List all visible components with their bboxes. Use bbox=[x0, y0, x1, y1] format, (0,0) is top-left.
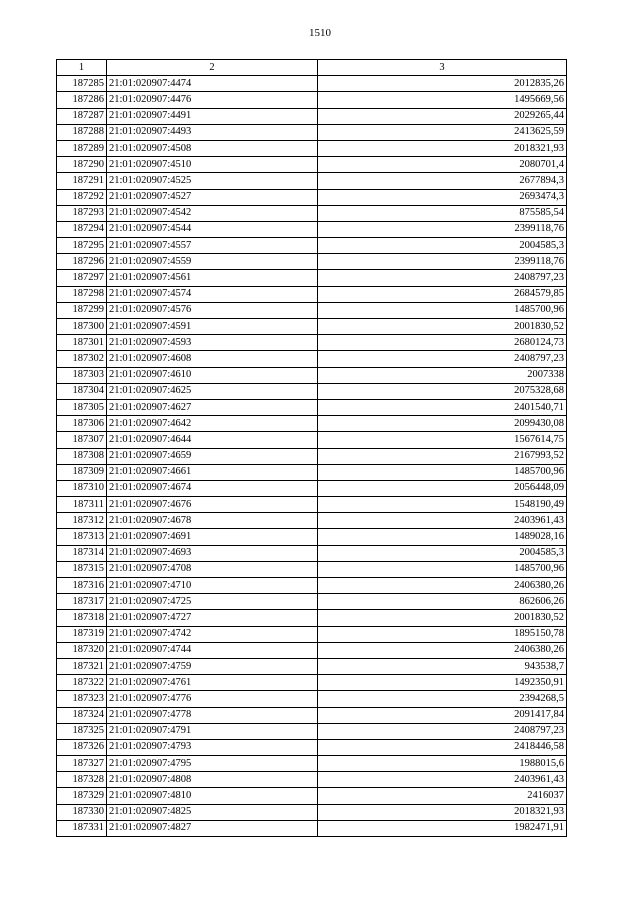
column-header-2: 2 bbox=[107, 60, 318, 76]
table-row bbox=[57, 92, 567, 108]
cadastral-number-cell: 21:01:020907:4825 bbox=[107, 804, 318, 820]
row-number-cell: 187300 bbox=[57, 319, 107, 335]
table-row bbox=[57, 157, 567, 173]
row-number-cell: 187291 bbox=[57, 173, 107, 189]
table-row bbox=[57, 545, 567, 561]
cadastral-number-cell: 21:01:020907:4576 bbox=[107, 302, 318, 318]
value-cell: 2403961,43 bbox=[318, 772, 567, 788]
table-row bbox=[57, 739, 567, 755]
value-cell: 2001830,52 bbox=[318, 610, 567, 626]
table-row bbox=[57, 464, 567, 480]
value-cell: 1485700,96 bbox=[318, 464, 567, 480]
cadastral-number-cell: 21:01:020907:4659 bbox=[107, 448, 318, 464]
row-number-cell: 187305 bbox=[57, 399, 107, 415]
cadastral-number-cell: 21:01:020907:4644 bbox=[107, 432, 318, 448]
table-row bbox=[57, 529, 567, 545]
row-number-cell: 187317 bbox=[57, 594, 107, 610]
cadastral-number-cell: 21:01:020907:4759 bbox=[107, 658, 318, 674]
cadastral-number-cell: 21:01:020907:4561 bbox=[107, 270, 318, 286]
cadastral-number-cell: 21:01:020907:4795 bbox=[107, 756, 318, 772]
cadastral-number-cell: 21:01:020907:4791 bbox=[107, 723, 318, 739]
value-cell: 2693474,3 bbox=[318, 189, 567, 205]
table-row bbox=[57, 723, 567, 739]
cadastral-number-cell: 21:01:020907:4508 bbox=[107, 140, 318, 156]
row-number-cell: 187319 bbox=[57, 626, 107, 642]
value-cell: 2680124,73 bbox=[318, 335, 567, 351]
value-cell: 2408797,23 bbox=[318, 270, 567, 286]
row-number-cell: 187331 bbox=[57, 820, 107, 836]
cadastral-number-cell: 21:01:020907:4642 bbox=[107, 416, 318, 432]
cadastral-number-cell: 21:01:020907:4476 bbox=[107, 92, 318, 108]
table-row bbox=[57, 416, 567, 432]
row-number-cell: 187322 bbox=[57, 675, 107, 691]
value-cell: 2406380,26 bbox=[318, 642, 567, 658]
cadastral-number-cell: 21:01:020907:4725 bbox=[107, 594, 318, 610]
value-cell: 2408797,23 bbox=[318, 351, 567, 367]
table-row bbox=[57, 626, 567, 642]
cadastral-number-cell: 21:01:020907:4542 bbox=[107, 205, 318, 221]
row-number-cell: 187288 bbox=[57, 124, 107, 140]
row-number-cell: 187313 bbox=[57, 529, 107, 545]
cadastral-number-cell: 21:01:020907:4744 bbox=[107, 642, 318, 658]
cadastral-number-cell: 21:01:020907:4525 bbox=[107, 173, 318, 189]
value-cell: 2406380,26 bbox=[318, 578, 567, 594]
table-row bbox=[57, 561, 567, 577]
value-cell: 2684579,85 bbox=[318, 286, 567, 302]
cadastral-number-cell: 21:01:020907:4491 bbox=[107, 108, 318, 124]
table-row bbox=[57, 335, 567, 351]
table-row bbox=[57, 302, 567, 318]
row-number-cell: 187321 bbox=[57, 658, 107, 674]
table-row bbox=[57, 140, 567, 156]
cadastral-number-cell: 21:01:020907:4627 bbox=[107, 399, 318, 415]
value-cell: 2401540,71 bbox=[318, 399, 567, 415]
page-number: 1510 bbox=[309, 27, 331, 39]
row-number-cell: 187293 bbox=[57, 205, 107, 221]
value-cell: 2418446,58 bbox=[318, 739, 567, 755]
value-cell: 2029265,44 bbox=[318, 108, 567, 124]
cadastral-number-cell: 21:01:020907:4691 bbox=[107, 529, 318, 545]
row-number-cell: 187289 bbox=[57, 140, 107, 156]
row-number-cell: 187285 bbox=[57, 76, 107, 92]
cadastral-number-cell: 21:01:020907:4608 bbox=[107, 351, 318, 367]
table-row bbox=[57, 610, 567, 626]
cadastral-number-cell: 21:01:020907:4678 bbox=[107, 513, 318, 529]
cadastral-number-cell: 21:01:020907:4493 bbox=[107, 124, 318, 140]
table-row bbox=[57, 594, 567, 610]
table-row bbox=[57, 707, 567, 723]
table-row bbox=[57, 286, 567, 302]
row-number-cell: 187299 bbox=[57, 302, 107, 318]
table-row bbox=[57, 675, 567, 691]
row-number-cell: 187320 bbox=[57, 642, 107, 658]
cadastral-number-cell: 21:01:020907:4742 bbox=[107, 626, 318, 642]
value-cell: 1495669,56 bbox=[318, 92, 567, 108]
value-cell: 862606,26 bbox=[318, 594, 567, 610]
row-number-cell: 187304 bbox=[57, 383, 107, 399]
row-number-cell: 187301 bbox=[57, 335, 107, 351]
table-row bbox=[57, 642, 567, 658]
row-number-cell: 187311 bbox=[57, 497, 107, 513]
table-row bbox=[57, 238, 567, 254]
value-cell: 2075328,68 bbox=[318, 383, 567, 399]
value-cell: 2012835,26 bbox=[318, 76, 567, 92]
cadastral-number-cell: 21:01:020907:4793 bbox=[107, 739, 318, 755]
value-cell: 1492350,91 bbox=[318, 675, 567, 691]
value-cell: 2677894,3 bbox=[318, 173, 567, 189]
cadastral-number-cell: 21:01:020907:4727 bbox=[107, 610, 318, 626]
table-row bbox=[57, 367, 567, 383]
value-cell: 2403961,43 bbox=[318, 513, 567, 529]
row-number-cell: 187295 bbox=[57, 238, 107, 254]
cadastral-number-cell: 21:01:020907:4527 bbox=[107, 189, 318, 205]
value-cell: 1982471,91 bbox=[318, 820, 567, 836]
table-row bbox=[57, 691, 567, 707]
cadastral-number-cell: 21:01:020907:4593 bbox=[107, 335, 318, 351]
table-row bbox=[57, 270, 567, 286]
table-row bbox=[57, 173, 567, 189]
cadastral-number-cell: 21:01:020907:4827 bbox=[107, 820, 318, 836]
table-row bbox=[57, 772, 567, 788]
cadastral-number-cell: 21:01:020907:4810 bbox=[107, 788, 318, 804]
cadastral-number-cell: 21:01:020907:4710 bbox=[107, 578, 318, 594]
value-cell: 1988015,6 bbox=[318, 756, 567, 772]
cadastral-number-cell: 21:01:020907:4559 bbox=[107, 254, 318, 270]
cadastral-number-cell: 21:01:020907:4708 bbox=[107, 561, 318, 577]
value-cell: 2099430,08 bbox=[318, 416, 567, 432]
row-number-cell: 187286 bbox=[57, 92, 107, 108]
cadastral-number-cell: 21:01:020907:4661 bbox=[107, 464, 318, 480]
value-cell: 1485700,96 bbox=[318, 561, 567, 577]
value-cell: 2007338 bbox=[318, 367, 567, 383]
value-cell: 2399118,76 bbox=[318, 254, 567, 270]
table-row bbox=[57, 788, 567, 804]
table-row bbox=[57, 221, 567, 237]
cadastral-number-cell: 21:01:020907:4557 bbox=[107, 238, 318, 254]
row-number-cell: 187292 bbox=[57, 189, 107, 205]
table-row bbox=[57, 497, 567, 513]
value-cell: 2091417,84 bbox=[318, 707, 567, 723]
cadastral-number-cell: 21:01:020907:4591 bbox=[107, 319, 318, 335]
row-number-cell: 187330 bbox=[57, 804, 107, 820]
value-cell: 2056448,09 bbox=[318, 480, 567, 496]
value-cell: 2018321,93 bbox=[318, 140, 567, 156]
table-row bbox=[57, 658, 567, 674]
row-number-cell: 187294 bbox=[57, 221, 107, 237]
cadastral-number-cell: 21:01:020907:4776 bbox=[107, 691, 318, 707]
table-header-row bbox=[57, 60, 567, 76]
cadastral-number-cell: 21:01:020907:4574 bbox=[107, 286, 318, 302]
value-cell: 2004585,3 bbox=[318, 545, 567, 561]
row-number-cell: 187314 bbox=[57, 545, 107, 561]
value-cell: 2004585,3 bbox=[318, 238, 567, 254]
row-number-cell: 187326 bbox=[57, 739, 107, 755]
value-cell: 2394268,5 bbox=[318, 691, 567, 707]
table-row bbox=[57, 383, 567, 399]
value-cell: 1548190,49 bbox=[318, 497, 567, 513]
table-row bbox=[57, 399, 567, 415]
cadastral-number-cell: 21:01:020907:4610 bbox=[107, 367, 318, 383]
row-number-cell: 187308 bbox=[57, 448, 107, 464]
row-number-cell: 187290 bbox=[57, 157, 107, 173]
value-cell: 2018321,93 bbox=[318, 804, 567, 820]
row-number-cell: 187296 bbox=[57, 254, 107, 270]
value-cell: 2167993,52 bbox=[318, 448, 567, 464]
value-cell: 2001830,52 bbox=[318, 319, 567, 335]
cadastral-number-cell: 21:01:020907:4544 bbox=[107, 221, 318, 237]
table-row bbox=[57, 205, 567, 221]
table-row bbox=[57, 578, 567, 594]
row-number-cell: 187310 bbox=[57, 480, 107, 496]
row-number-cell: 187298 bbox=[57, 286, 107, 302]
value-cell: 1485700,96 bbox=[318, 302, 567, 318]
value-cell: 2080701,4 bbox=[318, 157, 567, 173]
table-body bbox=[57, 76, 567, 837]
row-number-cell: 187316 bbox=[57, 578, 107, 594]
table-row bbox=[57, 319, 567, 335]
row-number-cell: 187325 bbox=[57, 723, 107, 739]
table-row bbox=[57, 254, 567, 270]
value-cell: 943538,7 bbox=[318, 658, 567, 674]
table-row bbox=[57, 820, 567, 836]
row-number-cell: 187312 bbox=[57, 513, 107, 529]
row-number-cell: 187329 bbox=[57, 788, 107, 804]
table-row bbox=[57, 804, 567, 820]
cadastral-number-cell: 21:01:020907:4474 bbox=[107, 76, 318, 92]
cadastral-number-cell: 21:01:020907:4674 bbox=[107, 480, 318, 496]
cadastral-number-cell: 21:01:020907:4693 bbox=[107, 545, 318, 561]
row-number-cell: 187287 bbox=[57, 108, 107, 124]
row-number-cell: 187315 bbox=[57, 561, 107, 577]
table-row bbox=[57, 513, 567, 529]
table-row bbox=[57, 756, 567, 772]
value-cell: 1895150,78 bbox=[318, 626, 567, 642]
cadastral-number-cell: 21:01:020907:4625 bbox=[107, 383, 318, 399]
cadastral-number-cell: 21:01:020907:4510 bbox=[107, 157, 318, 173]
table-row bbox=[57, 432, 567, 448]
cadastral-number-cell: 21:01:020907:4761 bbox=[107, 675, 318, 691]
table-row bbox=[57, 480, 567, 496]
table-row bbox=[57, 76, 567, 92]
row-number-cell: 187297 bbox=[57, 270, 107, 286]
value-cell: 2399118,76 bbox=[318, 221, 567, 237]
row-number-cell: 187307 bbox=[57, 432, 107, 448]
row-number-cell: 187303 bbox=[57, 367, 107, 383]
table-row bbox=[57, 108, 567, 124]
cadastral-number-cell: 21:01:020907:4778 bbox=[107, 707, 318, 723]
cadastral-number-cell: 21:01:020907:4676 bbox=[107, 497, 318, 513]
value-cell: 1489028,16 bbox=[318, 529, 567, 545]
table-row bbox=[57, 189, 567, 205]
row-number-cell: 187327 bbox=[57, 756, 107, 772]
registry-table bbox=[56, 59, 567, 837]
value-cell: 1567614,75 bbox=[318, 432, 567, 448]
table-row bbox=[57, 351, 567, 367]
row-number-cell: 187328 bbox=[57, 772, 107, 788]
row-number-cell: 187324 bbox=[57, 707, 107, 723]
value-cell: 2416037 bbox=[318, 788, 567, 804]
value-cell: 2413625,59 bbox=[318, 124, 567, 140]
row-number-cell: 187318 bbox=[57, 610, 107, 626]
row-number-cell: 187306 bbox=[57, 416, 107, 432]
row-number-cell: 187323 bbox=[57, 691, 107, 707]
column-header-1: 1 bbox=[57, 60, 107, 76]
value-cell: 875585,54 bbox=[318, 205, 567, 221]
row-number-cell: 187309 bbox=[57, 464, 107, 480]
cadastral-number-cell: 21:01:020907:4808 bbox=[107, 772, 318, 788]
value-cell: 2408797,23 bbox=[318, 723, 567, 739]
table-row bbox=[57, 124, 567, 140]
table-row bbox=[57, 448, 567, 464]
column-header-3: 3 bbox=[318, 60, 567, 76]
row-number-cell: 187302 bbox=[57, 351, 107, 367]
